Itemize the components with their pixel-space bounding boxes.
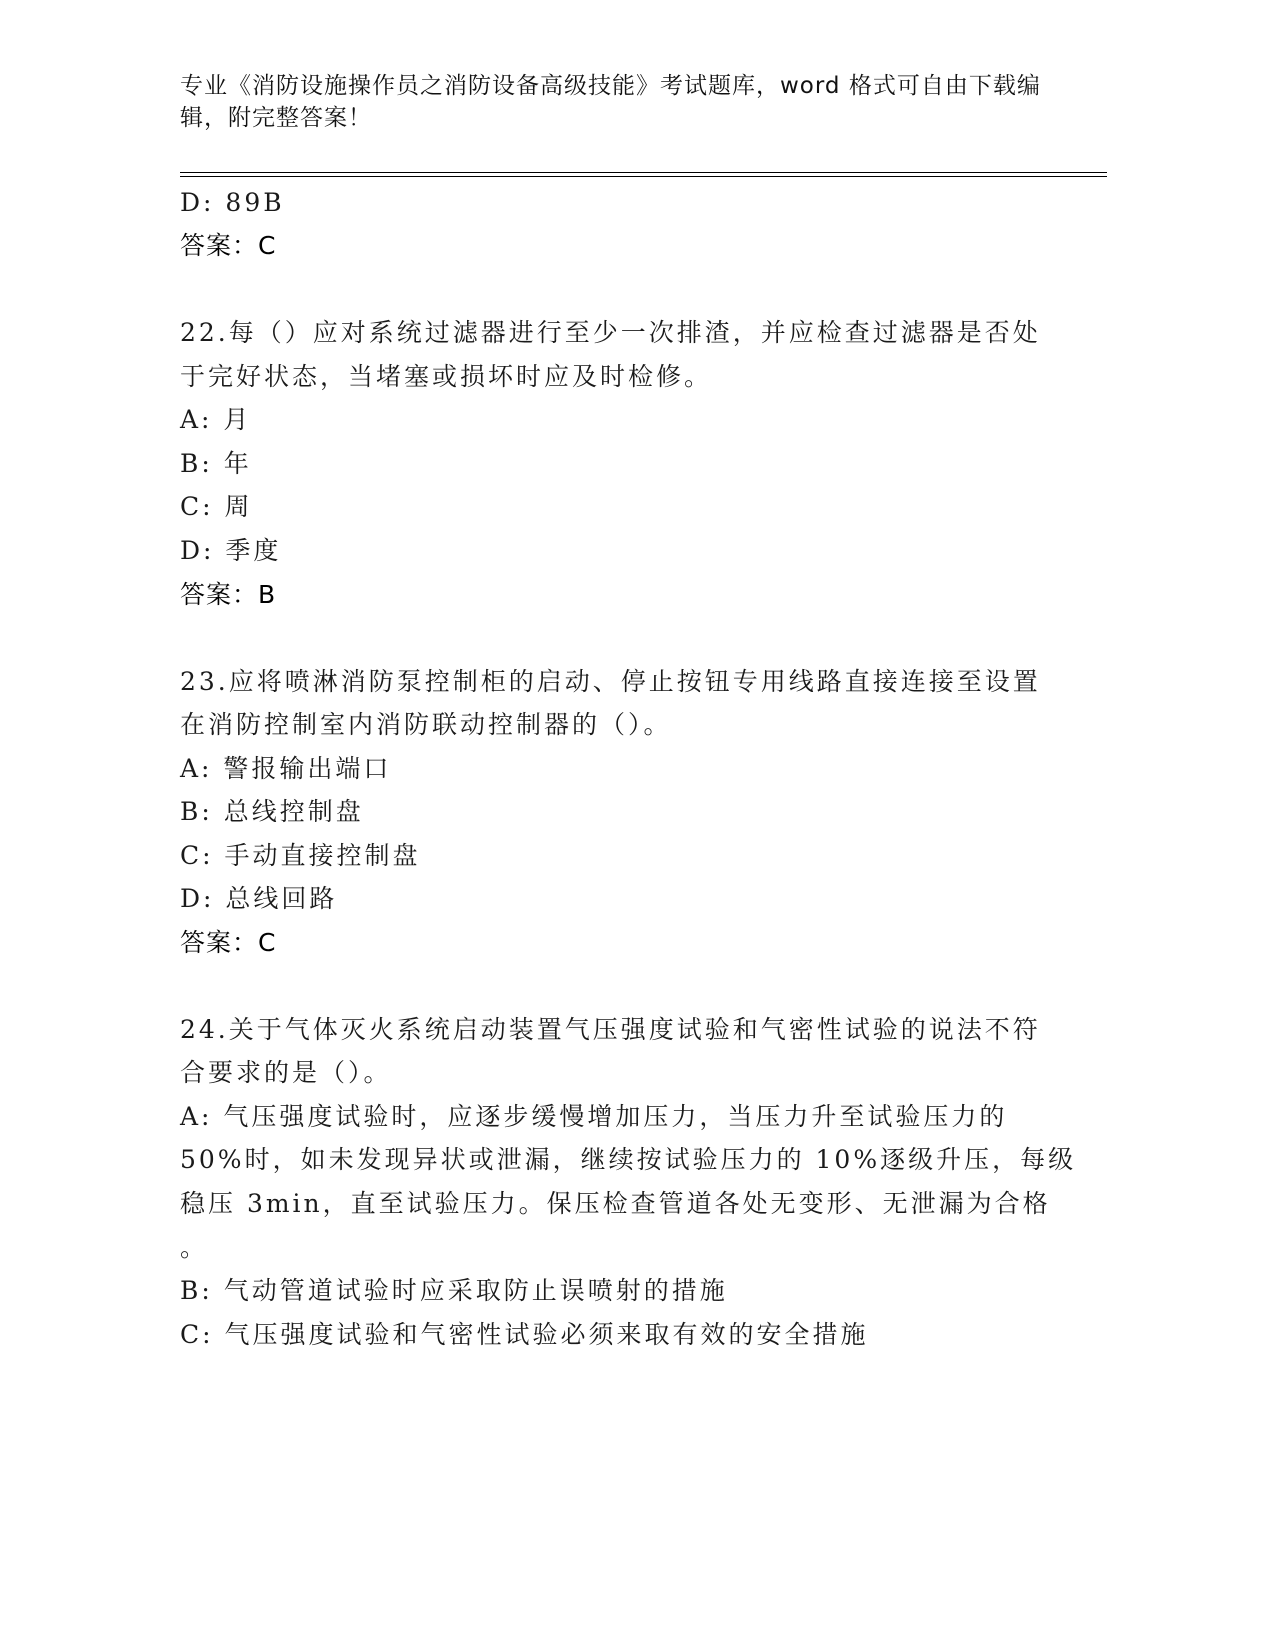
header-line-1: 专业《消防设施操作员之消防设备高级技能》考试题库，word 格式可自由下载编: [180, 73, 1041, 99]
header-divider-bottom: [180, 176, 1107, 177]
document-header: [180, 70, 1080, 134]
q23-answer: 答案：C: [180, 928, 277, 957]
q22-option-c: C: 周: [180, 492, 253, 521]
q22-option-a: A: 月: [180, 405, 252, 434]
q24-option-c: C: 气压强度试验和气密性试验必须来取有效的安全措施: [180, 1320, 869, 1349]
q24-option-a-line-4: 。: [180, 1233, 209, 1262]
q22-stem-line-2: 于完好状态，当堵塞或损坏时应及时检修。: [180, 362, 713, 391]
q23-stem-line-1: 23.应将喷淋消防泵控制柜的启动、停止按钮专用线路直接连接至设置: [180, 667, 1041, 696]
q24-option-a-line-1: A: 气压强度试验时，应逐步缓慢增加压力，当压力升至试验压力的: [180, 1102, 1008, 1131]
q23-stem-line-2: 在消防控制室内消防联动控制器的（）。: [180, 710, 672, 739]
q24-option-b: B: 气动管道试验时应采取防止误喷射的措施: [180, 1276, 728, 1305]
q24-option-a-line-3: 稳压 3min，直至试验压力。保压检查管道各处无变形、无泄漏为合格: [180, 1189, 1051, 1218]
q22-stem-line-1: 22.每（）应对系统过滤器进行至少一次排渣，并应检查过滤器是否处: [180, 318, 1041, 347]
prev-answer: 答案：C: [180, 231, 277, 260]
q22-option-b: B: 年: [180, 449, 252, 478]
q24-stem-line-2: 合要求的是（）。: [180, 1058, 392, 1087]
q22-option-d: D: 季度: [180, 536, 282, 565]
q24-stem-line-1: 24.关于气体灭火系统启动装置气压强度试验和气密性试验的说法不符: [180, 1015, 1041, 1044]
q24-option-a-line-2: 50%时，如未发现异状或泄漏，继续按试验压力的 10%逐级升压，每级: [180, 1145, 1077, 1174]
q23-option-d: D: 总线回路: [180, 884, 338, 913]
q22-answer: 答案：B: [180, 580, 277, 609]
q23-option-c: C: 手动直接控制盘: [180, 841, 421, 870]
q23-option-b: B: 总线控制盘: [180, 797, 364, 826]
q23-option-a: A: 警报输出端口: [180, 754, 392, 783]
header-line-2: 辑，附完整答案！: [180, 105, 372, 131]
prev-option-d: D: 89B: [180, 188, 285, 217]
header-divider-top: [180, 172, 1107, 173]
